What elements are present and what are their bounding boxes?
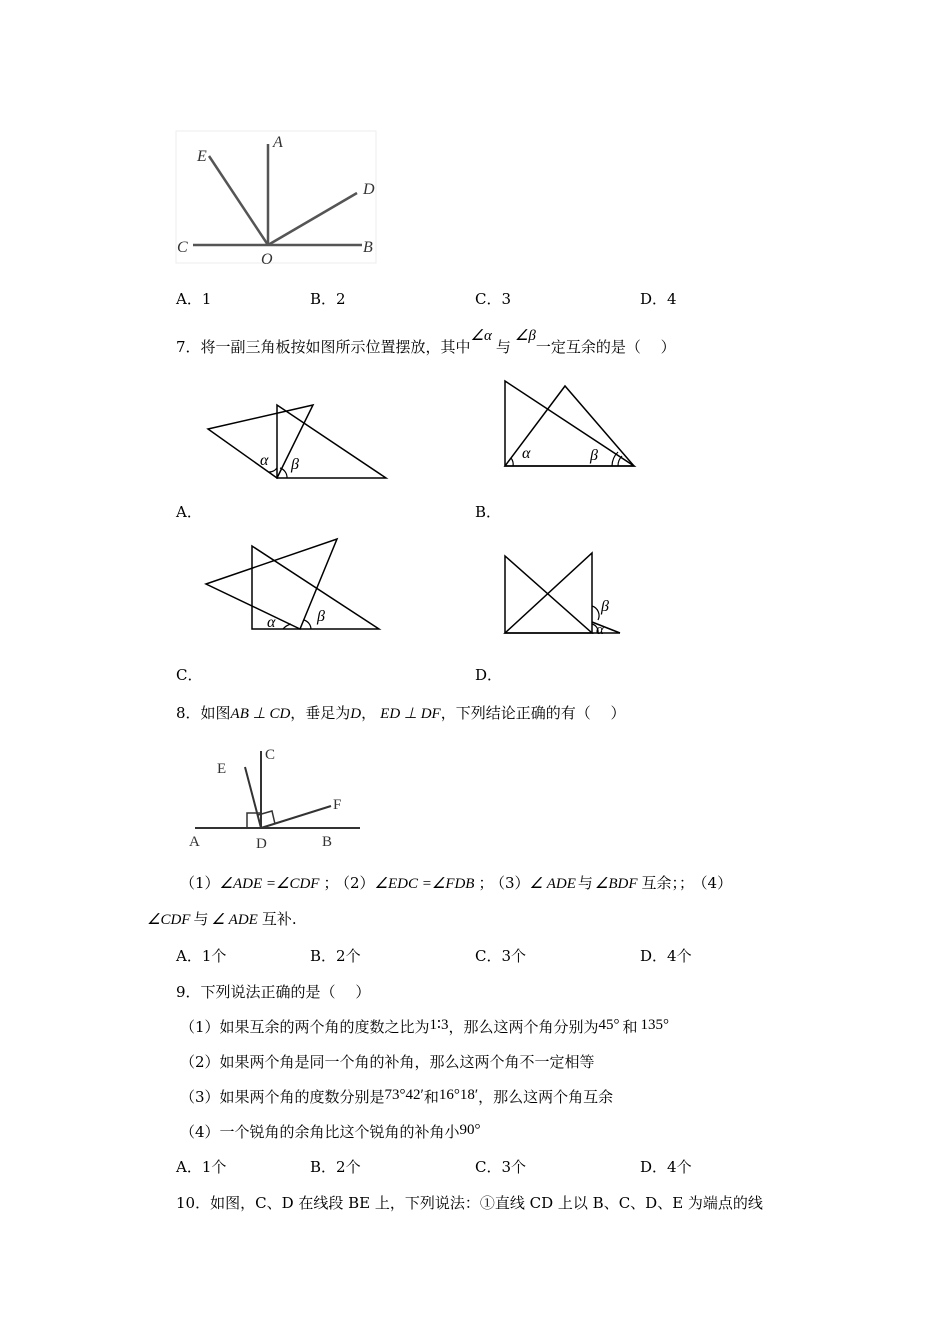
- q7-stem: [176, 328, 676, 357]
- q8-s4-and: 与: [193, 910, 209, 928]
- q9-option-a: [176, 1156, 226, 1177]
- q8-sep1: ；: [323, 874, 339, 892]
- q8-stem-suffix: ，下列结论正确的有（ ）: [440, 704, 626, 722]
- label-e: E: [217, 761, 227, 777]
- q9-s1-prefix: （1）如果互余的两个角的度数之比为: [180, 1018, 430, 1036]
- q7-beta: ∠β: [514, 328, 536, 344]
- q9-option-d: [640, 1156, 692, 1177]
- label-d: D: [363, 181, 375, 198]
- q7-label-a: A．: [176, 503, 202, 521]
- q9-s1-ratio: 1∶3: [429, 1017, 449, 1033]
- q8-rel2: ED ⊥ DF: [380, 706, 441, 722]
- q8-s3-num: （3）: [497, 874, 530, 892]
- q9-option-b: [310, 1156, 361, 1177]
- q6-figure: [175, 130, 380, 270]
- label-b: B: [363, 239, 373, 256]
- q7-stem-prefix: 7．将一副三角板按如图所示位置摆放，其中: [176, 338, 471, 356]
- q7-c-alpha: α: [267, 614, 276, 631]
- q8-s3-a: ∠ ADE: [529, 876, 576, 892]
- q7-a-beta: β: [291, 456, 299, 473]
- label-a: A: [189, 834, 200, 850]
- label-c: C: [177, 239, 188, 256]
- q8-s4-a: ∠CDF: [147, 912, 191, 928]
- q9-option-c: [475, 1156, 526, 1177]
- q7-label-d: D．: [475, 666, 503, 684]
- q7-figure-c: [203, 538, 385, 633]
- q8-rel1: AB ⊥ CD: [230, 706, 291, 722]
- q8-option-c: C．3个: [475, 947, 527, 965]
- q8-statements-line2: [147, 908, 297, 929]
- label-c: C: [265, 747, 276, 763]
- q9-s3-v1: 73°42′: [384, 1087, 424, 1103]
- q6-option-d: D．4: [640, 290, 677, 308]
- q8-option-b: B．2个: [310, 947, 361, 965]
- q7-figure-b: [500, 378, 640, 470]
- q9-s3-suffix: ，那么这两个角互余: [478, 1088, 614, 1106]
- q7-d-beta: β: [601, 598, 609, 615]
- q9-option-c-value: 3个: [501, 1158, 527, 1176]
- ray-od: [268, 193, 357, 245]
- label-a: A: [273, 134, 283, 151]
- q7-c-beta: β: [317, 608, 325, 625]
- q6-option-a: A．1: [176, 290, 212, 308]
- q9-stem: 9．下列说法正确的是（ ）: [176, 983, 371, 1001]
- q8-s2: ∠EDC =∠FDB: [374, 876, 475, 892]
- q9-s4-prefix: （4）一个锐角的余角比这个锐角的补角小: [180, 1123, 460, 1141]
- label-o: O: [261, 251, 273, 268]
- q8-s1-num: （1）: [180, 874, 220, 892]
- q8-s4-b: ∠ ADE: [211, 912, 258, 928]
- label-f: F: [333, 797, 342, 813]
- q8-sep2: ；: [478, 874, 494, 892]
- q9-statement-1: [180, 1016, 669, 1037]
- q8-point-d: D: [350, 706, 362, 722]
- q8-s3-b: ∠BDF: [594, 876, 638, 892]
- q9-s3-and: 和: [423, 1088, 439, 1106]
- q8-s1: ∠ADE =∠CDF: [219, 876, 320, 892]
- q8-s4-text: 互补.: [261, 910, 297, 928]
- q8-statements-line1: [180, 872, 732, 893]
- q7-a-alpha: α: [260, 452, 269, 469]
- q9-s3-v2: 16°18′: [438, 1087, 479, 1103]
- q7-label-c: C．: [176, 666, 203, 684]
- q8-option-a: A．1个: [176, 947, 227, 965]
- q9-s1-v2: 135°: [640, 1017, 669, 1033]
- q9-option-d-letter: D．: [640, 1158, 668, 1176]
- q9-option-b-value: 2个: [336, 1158, 361, 1176]
- label-e: E: [197, 148, 207, 165]
- q7-stem-suffix: 一定互余的是（ ）: [535, 338, 676, 356]
- q8-stem-comma: ，: [361, 704, 377, 722]
- label-b: B: [322, 834, 333, 850]
- q7-b-beta: β: [590, 447, 598, 464]
- q9-option-a-letter: A．: [176, 1158, 202, 1176]
- q8-stem: [176, 702, 626, 723]
- label-d: D: [256, 836, 267, 852]
- q8-s4-num: （4）: [700, 874, 733, 892]
- q8-s2-num: （2）: [342, 874, 375, 892]
- q9-option-a-value: 1个: [201, 1158, 227, 1176]
- q8-stem-prefix: 8．如图: [176, 704, 231, 722]
- q7-label-b: B．: [475, 503, 502, 521]
- q9-s3-prefix: （3）如果两个角的度数分别是: [180, 1088, 385, 1106]
- q6-option-b: B．2: [310, 290, 346, 308]
- q8-stem-mid: ，垂足为: [290, 704, 351, 722]
- q9-statement-3: [180, 1086, 613, 1107]
- q9-s1-mid: ，那么这两个角分别为: [448, 1018, 599, 1036]
- ray-oe: [209, 156, 268, 245]
- q9-s1-and: 和: [622, 1018, 638, 1036]
- q9-option-d-value: 4个: [667, 1158, 692, 1176]
- q8-option-d: D．4个: [640, 947, 692, 965]
- q7-alpha: ∠α: [470, 328, 492, 344]
- q8-s3-text: 互余；；: [641, 874, 695, 892]
- q9-s1-v1: 45°: [598, 1017, 620, 1033]
- q9-option-c-letter: C．: [475, 1158, 502, 1176]
- q9-statement-4: [180, 1121, 481, 1142]
- q7-figure-d: [502, 550, 627, 636]
- q8-figure: [185, 745, 365, 855]
- q7-and: 与: [495, 338, 511, 356]
- q9-s4-v: 90°: [459, 1122, 481, 1138]
- q7-b-alpha: α: [522, 445, 531, 462]
- q7-d-alpha: α: [596, 622, 604, 638]
- q8-s3-and: 与: [577, 874, 593, 892]
- q9-statement-2: （2）如果两个角是同一个角的补角，那么这两个角不一定相等: [180, 1053, 595, 1071]
- q10-stem: 10．如图，C、D 在线段 BE 上，下列说法：①直线 CD 上以 B、C、D、E 为端点的线: [176, 1194, 763, 1212]
- q9-option-b-letter: B．: [310, 1158, 337, 1176]
- q7-figure-a: [205, 402, 390, 484]
- ray-df: [261, 806, 331, 828]
- q6-option-c: C．3: [475, 290, 512, 308]
